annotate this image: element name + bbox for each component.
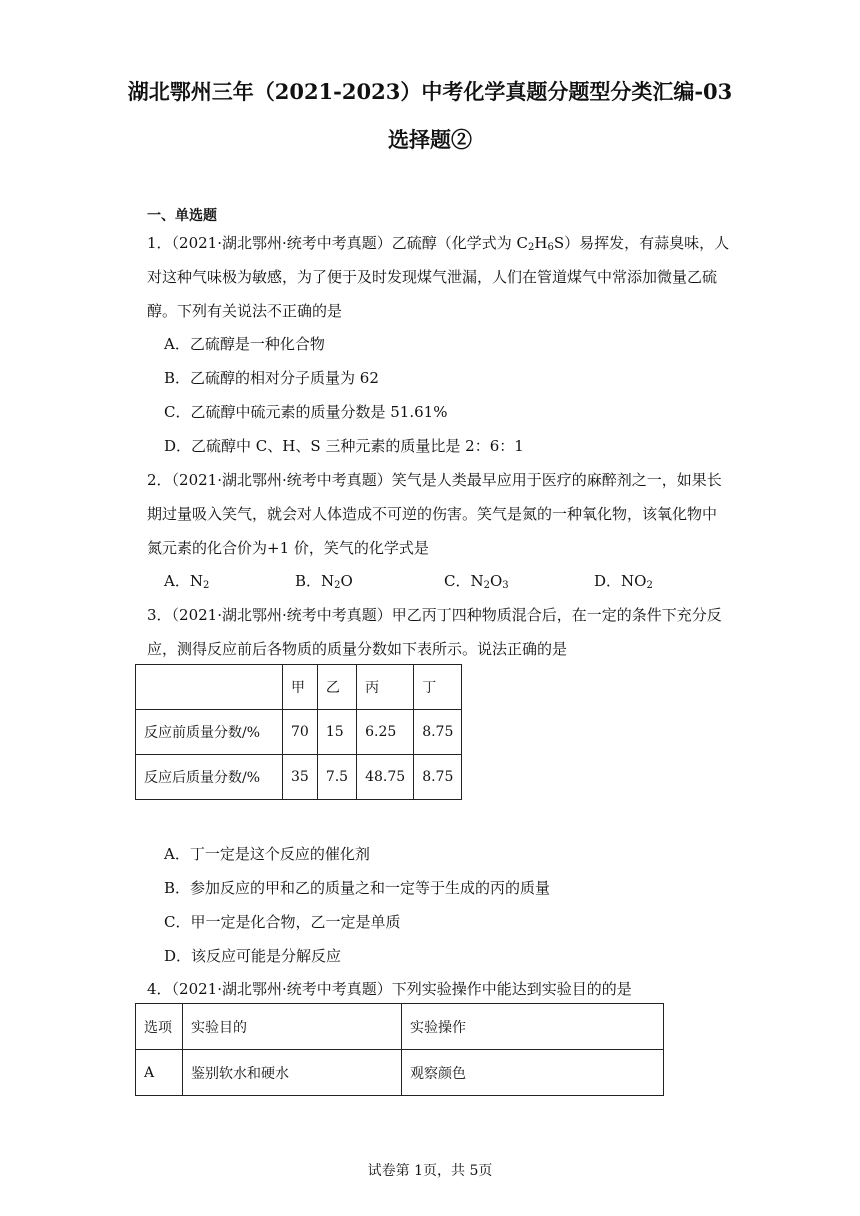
q1-line3: 醇。下列有关说法不正确的是 [147,302,343,320]
q3-option-d: D．该反应可能是分解反应 [164,947,342,965]
table-cell: 8.75 [414,755,462,800]
table-header-row [136,665,462,710]
document-title-line1: 湖北鄂州三年（2021-2023）中考化学真题分题型分类汇编-03 [127,79,733,104]
q3-option-c: C．甲一定是化合物，乙一定是单质 [164,913,401,931]
q2-line3: 氮元素的化合价为+1 价，笑气的化学式是 [147,539,429,557]
table-cell: A [136,1050,183,1096]
q3-data-table [135,664,462,800]
q1-option-d: D．乙硫醇中 C、H、S 三种元素的质量比是 2：6：1 [164,437,524,455]
q2-line1: 2．（2021·湖北鄂州·统考中考真题）笑气是人类最早应用于医疗的麻醉剂之一，如果长 [147,471,722,489]
table-cell: 乙 [317,665,356,710]
table-cell: 15 [317,710,356,755]
table-cell: 反应后质量分数/% [136,755,283,800]
table-cell: 鉴别软水和硬水 [183,1050,402,1096]
table-cell: 7.5 [317,755,356,800]
table-cell: 35 [283,755,318,800]
q2-option-a: A．$N_2$ [164,572,210,591]
q2-option-c: C．$N_2O_3$ [444,572,509,591]
q3-line1: 3．（2021·湖北鄂州·统考中考真题）甲乙丙丁四种物质混合后，在一定的条件下充分反 [147,606,722,624]
table-cell: 48.75 [357,755,414,800]
table-cell [136,665,283,710]
table-cell: 70 [283,710,318,755]
table-header-row [136,1004,664,1050]
table-row [136,755,462,800]
q3-option-a: A．丁一定是这个反应的催化剂 [164,845,370,863]
q1-option-b: B．乙硫醇的相对分子质量为 62 [164,369,379,387]
q1-line2: 对这种气味极为敏感，为了便于及时发现煤气泄漏，人们在管道煤气中常添加微量乙硫 [147,268,718,286]
q2-option-b: B．$N_2O$ [295,572,353,591]
table-cell: 观察颜色 [402,1050,664,1096]
section-heading: 一、单选题 [147,208,217,224]
q2-line2: 期过量吸入笑气，就会对人体造成不可逆的伤害。笑气是氮的一种氧化物，该氧化物中 [147,505,718,523]
q1-option-c: C．乙硫醇中硫元素的质量分数是 51.61% [164,403,448,421]
document-title-line2: 选择题② [388,127,472,152]
table-cell: 6.25 [357,710,414,755]
table-cell: 反应前质量分数/% [136,710,283,755]
q3-line2: 应，测得反应前后各物质的质量分数如下表所示。说法正确的是 [147,640,568,658]
q2-option-d: D．$NO_2$ [594,572,653,591]
table-cell: 8.75 [414,710,462,755]
q1-option-a: A．乙硫醇是一种化合物 [164,335,325,353]
q4-experiment-table [135,1003,664,1096]
table-row [136,1050,664,1096]
table-cell: 丁 [414,665,462,710]
table-row [136,710,462,755]
q1-line1: 1．（2021·湖北鄂州·统考中考真题）乙硫醇（化学式为 $C_2H_6S$）易挥发，有蒜臭味，人 [147,234,730,253]
table-cell: 选项 [136,1004,183,1050]
q4-line1: 4．（2021·湖北鄂州·统考中考真题）下列实验操作中能达到实验目的的是 [147,980,632,998]
page-footer: 试卷第 1页，共 5页 [367,1163,493,1179]
q3-option-b: B．参加反应的甲和乙的质量之和一定等于生成的丙的质量 [164,879,551,897]
table-cell: 实验操作 [402,1004,664,1050]
table-cell: 实验目的 [183,1004,402,1050]
table-cell: 丙 [357,665,414,710]
table-cell: 甲 [283,665,318,710]
